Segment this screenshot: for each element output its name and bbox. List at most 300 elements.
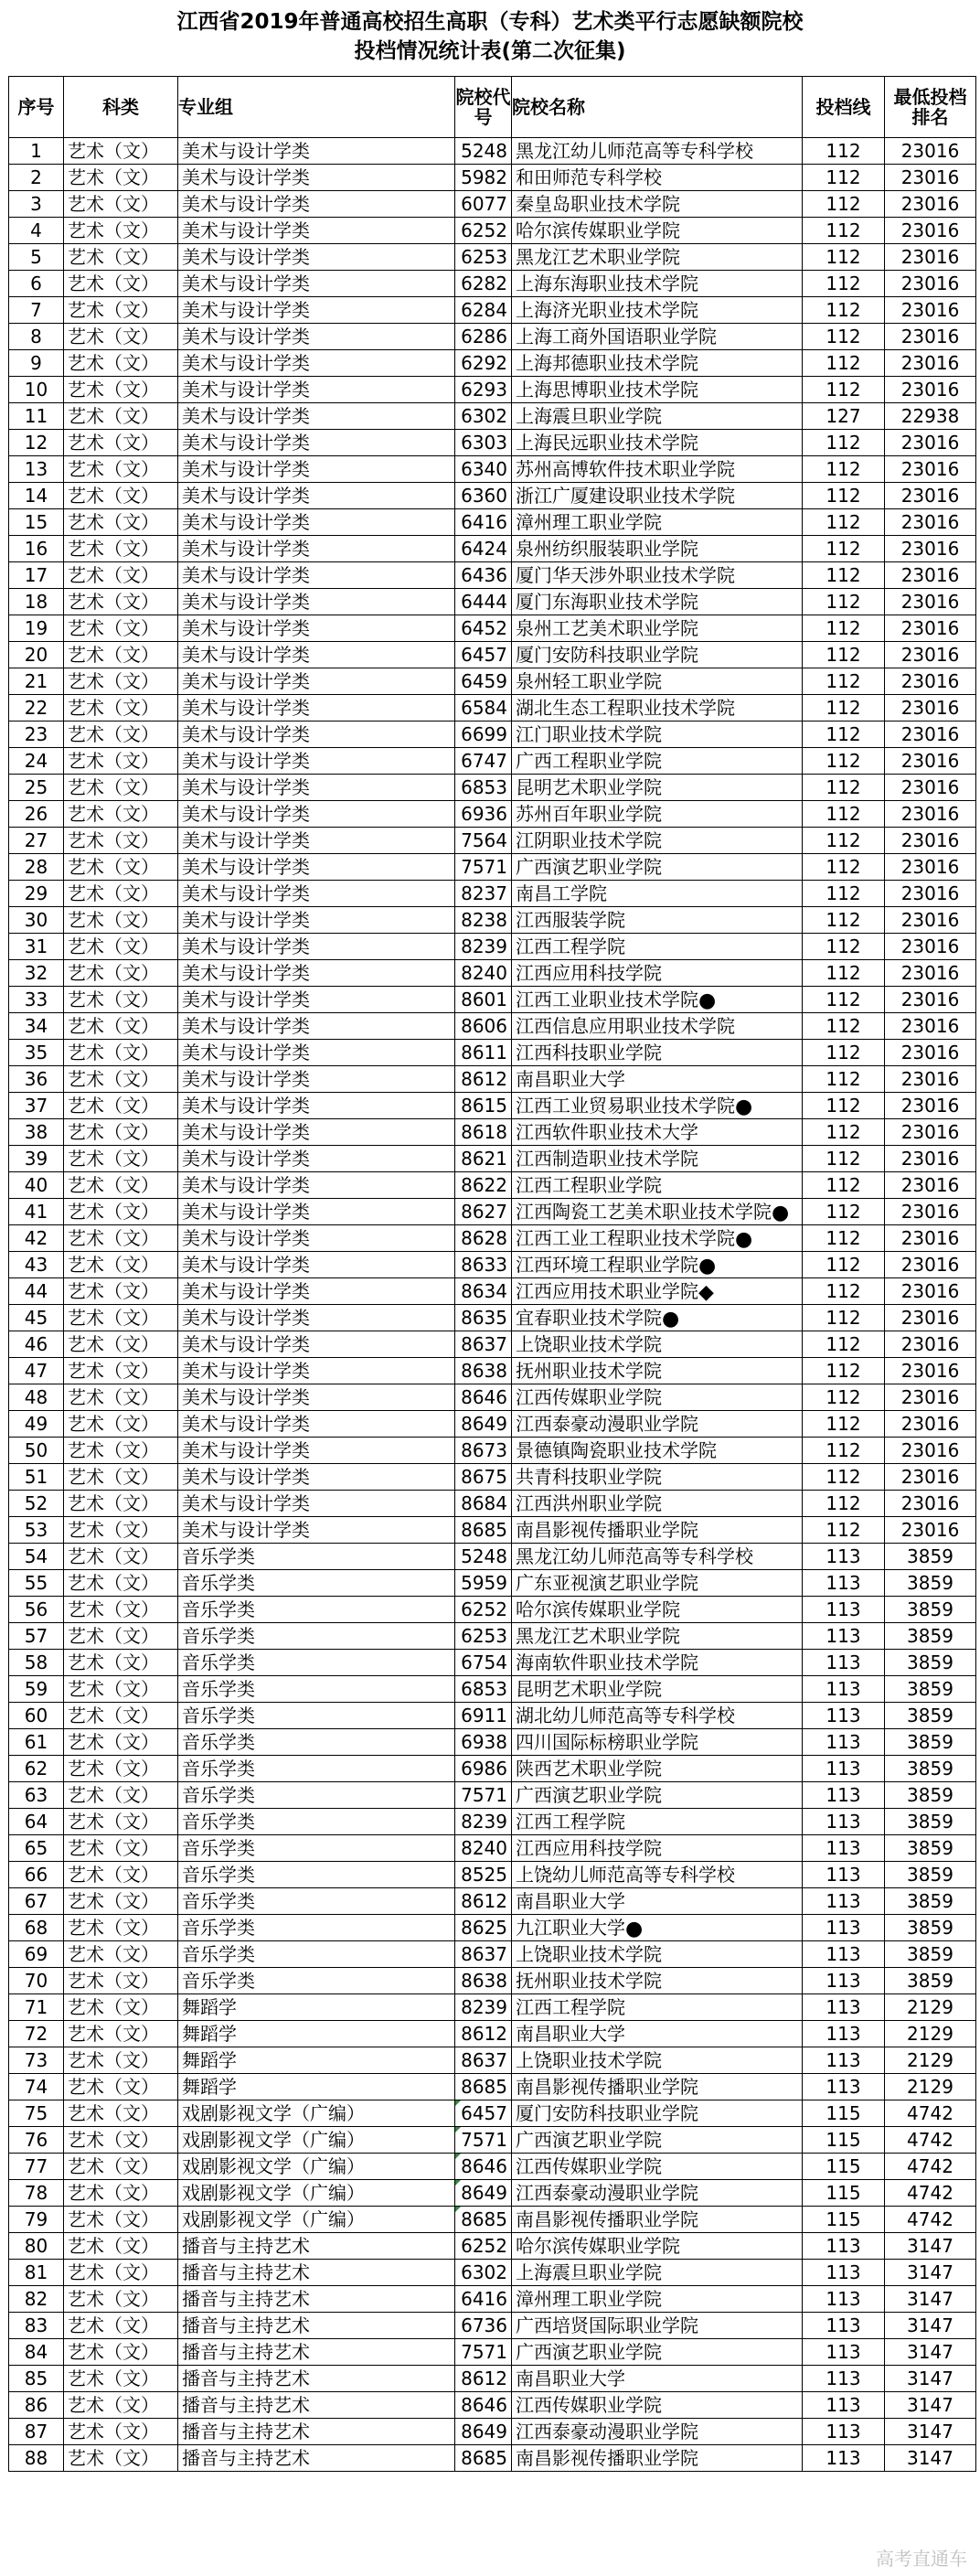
cell-min-rank: 23016 [885,987,976,1013]
cell-category: 艺术（文） [64,1199,178,1225]
school-name-text: 上饶职业技术学院 [516,1942,662,1965]
cell-cutoff: 115 [803,2127,885,2154]
school-name-text: 上海震旦职业学院 [516,404,662,427]
cell-school-code: 6416 [455,509,512,536]
cell-school-code: 6436 [455,562,512,589]
cell-cutoff: 113 [803,1756,885,1782]
cell-category: 艺术（文） [64,960,178,987]
cell-min-rank: 23016 [885,1411,976,1438]
cell-seq: 40 [9,1172,64,1199]
cell-min-rank: 3859 [885,1597,976,1623]
header-min-rank: 最低投档排名 [885,77,976,138]
school-name-text: 江西制造职业技术学院 [516,1147,698,1170]
cell-school-name [512,1835,803,1862]
cell-min-rank: 23016 [885,1225,976,1252]
cell-school-name [512,1888,803,1915]
cell-school-name [512,2180,803,2207]
cell-school-code: 7571 [455,2127,512,2154]
cell-seq: 32 [9,960,64,987]
cell-category: 艺术（文） [64,775,178,801]
cell-category: 艺术（文） [64,1809,178,1835]
cell-cutoff: 113 [803,1703,885,1729]
cell-major-group: 舞蹈学 [178,1994,455,2021]
school-name-text: 广西培贤国际职业学院 [516,2314,698,2336]
cell-school-name [512,589,803,615]
cell-seq: 67 [9,1888,64,1915]
cell-cutoff: 112 [803,1438,885,1464]
cell-category: 艺术（文） [64,987,178,1013]
table-row [9,615,976,642]
cell-category: 艺术（文） [64,350,178,377]
cell-school-name [512,536,803,562]
cell-school-code: 8646 [455,2392,512,2419]
school-name-text: 江西工程职业学院 [516,1173,662,1196]
cell-min-rank: 23016 [885,536,976,562]
table-row [9,2445,976,2472]
cell-seq: 12 [9,430,64,456]
dot-marker-icon: ● [698,989,717,1012]
school-name-text: 江西泰豪动漫职业学院 [516,2420,698,2442]
cell-min-rank: 22938 [885,403,976,430]
header-cutoff: 投档线 [803,77,885,138]
cell-category: 艺术（文） [64,2445,178,2472]
cell-seq: 33 [9,987,64,1013]
school-name-text: 厦门安防科技职业学院 [516,643,698,666]
cell-major-group: 播音与主持艺术 [178,2286,455,2313]
cell-major-group: 美术与设计学类 [178,1225,455,1252]
cell-category: 艺术（文） [64,1570,178,1597]
cell-seq: 31 [9,934,64,960]
cell-seq: 59 [9,1676,64,1703]
cell-major-group: 播音与主持艺术 [178,2419,455,2445]
cell-school-name [512,987,803,1013]
cell-major-group: 音乐学类 [178,1862,455,1888]
cell-school-code: 8622 [455,1172,512,1199]
dot-marker-icon: ● [735,1095,753,1118]
table-row [9,1517,976,1544]
cell-cutoff: 112 [803,1119,885,1146]
cell-seq: 25 [9,775,64,801]
cell-school-name [512,907,803,934]
cell-seq: 44 [9,1278,64,1305]
cell-school-code: 8238 [455,907,512,934]
cell-seq: 52 [9,1491,64,1517]
cell-category: 艺术（文） [64,536,178,562]
cell-category: 艺术（文） [64,1729,178,1756]
school-name-text: 江西传媒职业学院 [516,2393,662,2416]
cell-cutoff: 113 [803,2260,885,2286]
cell-category: 艺术（文） [64,748,178,775]
cell-school-code: 6936 [455,801,512,828]
cell-seq: 77 [9,2154,64,2180]
school-name-text: 广东亚视演艺职业学院 [516,1571,698,1594]
cell-major-group: 美术与设计学类 [178,271,455,297]
cell-seq: 42 [9,1225,64,1252]
cell-category: 艺术（文） [64,1941,178,1968]
cell-school-code: 8649 [455,2419,512,2445]
table-row [9,1066,976,1093]
table-row [9,1782,976,1809]
cell-school-code: 8612 [455,2021,512,2047]
cell-major-group: 美术与设计学类 [178,1358,455,1384]
cell-min-rank: 23016 [885,1358,976,1384]
table-row [9,2100,976,2127]
table-row [9,483,976,509]
cell-major-group: 音乐学类 [178,1888,455,1915]
cell-seq: 16 [9,536,64,562]
cell-min-rank: 23016 [885,775,976,801]
school-name-text: 漳州理工职业学院 [516,510,662,533]
header-major-group: 专业组 [178,77,455,138]
cell-category: 艺术（文） [64,2047,178,2074]
school-name-text: 南昌影视传播职业学院 [516,2075,698,2098]
cell-min-rank: 2129 [885,2047,976,2074]
cell-category: 艺术（文） [64,1650,178,1676]
cell-seq: 81 [9,2260,64,2286]
cell-min-rank: 2129 [885,2021,976,2047]
cell-seq: 24 [9,748,64,775]
cell-major-group: 音乐学类 [178,1597,455,1623]
table-row [9,1252,976,1278]
cell-cutoff: 112 [803,1040,885,1066]
cell-min-rank: 3147 [885,2313,976,2339]
school-name-text: 上海思博职业技术学院 [516,378,698,401]
cell-school-code: 8633 [455,1252,512,1278]
cell-cutoff: 112 [803,668,885,695]
cell-min-rank: 3859 [885,1676,976,1703]
cell-seq: 23 [9,721,64,748]
cell-school-code: 6253 [455,1623,512,1650]
cell-seq: 55 [9,1570,64,1597]
cell-category: 艺术（文） [64,1225,178,1252]
school-name-text: 江西传媒职业学院 [516,1385,662,1408]
cell-seq: 41 [9,1199,64,1225]
cell-major-group: 美术与设计学类 [178,668,455,695]
cell-major-group: 美术与设计学类 [178,1199,455,1225]
cell-cutoff: 112 [803,1225,885,1252]
school-name-text: 江西泰豪动漫职业学院 [516,1412,698,1435]
cell-major-group: 美术与设计学类 [178,960,455,987]
cell-major-group: 美术与设计学类 [178,1172,455,1199]
school-name-text: 浙江广厦建设职业技术学院 [516,484,735,507]
cell-cutoff: 115 [803,2100,885,2127]
cell-category: 艺术（文） [64,218,178,244]
school-name-text: 南昌职业大学 [516,2022,625,2045]
school-name-text: 昆明艺术职业学院 [516,1677,662,1700]
cell-major-group: 播音与主持艺术 [178,2366,455,2392]
table-row [9,430,976,456]
cell-school-name [512,748,803,775]
cell-major-group: 美术与设计学类 [178,509,455,536]
cell-min-rank: 4742 [885,2127,976,2154]
cell-cutoff: 112 [803,960,885,987]
school-name-text: 哈尔滨传媒职业学院 [516,1598,680,1620]
cell-min-rank: 23016 [885,615,976,642]
cell-min-rank: 23016 [885,324,976,350]
cell-school-code: 6077 [455,191,512,218]
school-name-text: 广西演艺职业学院 [516,2340,662,2363]
cell-seq: 61 [9,1729,64,1756]
cell-category: 艺术（文） [64,324,178,350]
cell-cutoff: 112 [803,748,885,775]
cell-major-group: 播音与主持艺术 [178,2445,455,2472]
cell-min-rank: 3147 [885,2366,976,2392]
table-row [9,2366,976,2392]
cell-major-group: 舞蹈学 [178,2021,455,2047]
school-name-text: 江西工程学院 [516,1810,625,1833]
table-row [9,165,976,191]
cell-school-name [512,2021,803,2047]
school-name-text: 江西工程学院 [516,1995,625,2018]
school-name-text: 江西科技职业学院 [516,1041,662,1064]
cell-seq: 22 [9,695,64,721]
cell-cutoff: 112 [803,1013,885,1040]
cell-seq: 15 [9,509,64,536]
cell-seq: 21 [9,668,64,695]
cell-major-group: 音乐学类 [178,1729,455,1756]
table-row [9,403,976,430]
cell-school-name [512,2100,803,2127]
cell-school-code: 8628 [455,1225,512,1252]
school-name-text: 共青科技职业学院 [516,1465,662,1488]
table-row [9,695,976,721]
cell-category: 艺术（文） [64,165,178,191]
cell-category: 艺术（文） [64,589,178,615]
cell-cutoff: 112 [803,1172,885,1199]
school-name-text: 南昌工学院 [516,882,607,904]
cell-school-code: 6938 [455,1729,512,1756]
table-row [9,2127,976,2154]
cell-school-code: 6293 [455,377,512,403]
cell-min-rank: 23016 [885,668,976,695]
cell-min-rank: 23016 [885,589,976,615]
cell-seq: 27 [9,828,64,854]
cell-cutoff: 112 [803,1305,885,1331]
table-row [9,562,976,589]
page-subtitle: 投档情况统计表(第二次征集) [354,39,626,63]
cell-school-code: 8240 [455,1835,512,1862]
table-row [9,1915,976,1941]
school-name-text: 泉州工艺美术职业学院 [516,616,698,639]
school-name-text: 江西工业贸易职业技术学院 [516,1094,735,1117]
cell-school-name [512,801,803,828]
cell-category: 艺术（文） [64,1994,178,2021]
cell-school-code: 8625 [455,1915,512,1941]
cell-cutoff: 115 [803,2180,885,2207]
cell-school-name [512,881,803,907]
school-name-text: 南昌职业大学 [516,1889,625,1912]
cell-school-code: 6457 [455,642,512,668]
table-row [9,775,976,801]
school-name-text: 上饶职业技术学院 [516,2048,662,2071]
table-row [9,2180,976,2207]
cell-major-group: 美术与设计学类 [178,642,455,668]
table-row [9,907,976,934]
cell-category: 艺术（文） [64,1331,178,1358]
cell-major-group: 美术与设计学类 [178,907,455,934]
cell-major-group: 音乐学类 [178,1676,455,1703]
cell-category: 艺术（文） [64,1384,178,1411]
cell-cutoff: 112 [803,1411,885,1438]
cell-school-code: 6853 [455,1676,512,1703]
cell-major-group: 音乐学类 [178,1835,455,1862]
school-name-text: 江西服装学院 [516,908,625,931]
header-category: 科类 [64,77,178,138]
cell-major-group: 美术与设计学类 [178,1040,455,1066]
cell-cutoff: 113 [803,1809,885,1835]
table-row [9,218,976,244]
cell-min-rank: 3859 [885,1650,976,1676]
cell-category: 艺术（文） [64,1013,178,1040]
cell-school-name [512,1040,803,1066]
cell-school-name [512,1464,803,1491]
cell-school-code: 6252 [455,218,512,244]
cell-category: 艺术（文） [64,271,178,297]
cell-major-group: 美术与设计学类 [178,695,455,721]
cell-seq: 48 [9,1384,64,1411]
cell-category: 艺术（文） [64,509,178,536]
cell-school-name [512,2074,803,2100]
school-name-text: 广西演艺职业学院 [516,2128,662,2151]
cell-cutoff: 113 [803,1915,885,1941]
cell-cutoff: 127 [803,403,885,430]
cell-category: 艺术（文） [64,1464,178,1491]
school-name-text: 江西洪州职业学院 [516,1491,662,1514]
cell-school-name [512,1968,803,1994]
cell-school-code: 6360 [455,483,512,509]
cell-major-group: 美术与设计学类 [178,854,455,881]
cell-cutoff: 113 [803,1650,885,1676]
cell-category: 艺术（文） [64,1888,178,1915]
cell-min-rank: 23016 [885,509,976,536]
cell-major-group: 音乐学类 [178,1782,455,1809]
cell-school-name [512,1782,803,1809]
cell-school-name [512,1862,803,1888]
cell-school-code: 8649 [455,1411,512,1438]
cell-school-name [512,2286,803,2313]
table-row [9,1358,976,1384]
cell-school-name [512,2047,803,2074]
cell-category: 艺术（文） [64,562,178,589]
cell-cutoff: 113 [803,2419,885,2445]
cell-seq: 74 [9,2074,64,2100]
cell-major-group: 美术与设计学类 [178,1093,455,1119]
school-name-text: 黑龙江艺术职业学院 [516,245,680,268]
cell-category: 艺术（文） [64,1862,178,1888]
cell-major-group: 音乐学类 [178,1570,455,1597]
cell-min-rank: 3859 [885,1756,976,1782]
cell-seq: 45 [9,1305,64,1331]
cell-category: 艺术（文） [64,1305,178,1331]
cell-min-rank: 3147 [885,2339,976,2366]
cell-major-group: 播音与主持艺术 [178,2313,455,2339]
cell-category: 艺术（文） [64,403,178,430]
cell-min-rank: 23016 [885,1040,976,1066]
cell-school-name [512,1703,803,1729]
cell-min-rank: 23016 [885,191,976,218]
school-name-text: 上海济光职业技术学院 [516,298,698,321]
cell-category: 艺术（文） [64,1544,178,1570]
cell-school-name [512,721,803,748]
table-row [9,2154,976,2180]
cell-category: 艺术（文） [64,1093,178,1119]
table-row [9,721,976,748]
cell-school-code: 6252 [455,2233,512,2260]
cell-seq: 78 [9,2180,64,2207]
table-row [9,1994,976,2021]
admission-table [8,76,976,2472]
cell-school-code: 7564 [455,828,512,854]
cell-school-code: 8627 [455,1199,512,1225]
cell-min-rank: 3859 [885,1623,976,1650]
cell-category: 艺术（文） [64,138,178,165]
cell-school-name [512,1066,803,1093]
cell-school-code: 8239 [455,1994,512,2021]
cell-school-name [512,2392,803,2419]
cell-category: 艺术（文） [64,854,178,881]
cell-major-group: 音乐学类 [178,1703,455,1729]
cell-seq: 5 [9,244,64,271]
table-row [9,1225,976,1252]
table-row [9,2047,976,2074]
cell-school-name [512,165,803,191]
cell-category: 艺术（文） [64,1358,178,1384]
cell-category: 艺术（文） [64,1411,178,1438]
cell-category: 艺术（文） [64,430,178,456]
cell-school-code: 8685 [455,2445,512,2472]
cell-school-name [512,1941,803,1968]
cell-school-code: 6282 [455,271,512,297]
cell-cutoff: 112 [803,589,885,615]
dot-marker-icon: ● [662,1307,680,1331]
cell-school-code: 6444 [455,589,512,615]
cell-school-code: 8685 [455,1517,512,1544]
cell-seq: 49 [9,1411,64,1438]
cell-seq: 82 [9,2286,64,2313]
school-name-text: 江西信息应用职业技术学院 [516,1014,735,1037]
cell-major-group: 美术与设计学类 [178,324,455,350]
cell-school-code: 7571 [455,1782,512,1809]
school-name-text: 抚州职业技术学院 [516,1359,662,1382]
cell-seq: 68 [9,1915,64,1941]
cell-min-rank: 23016 [885,1199,976,1225]
cell-category: 艺术（文） [64,191,178,218]
cell-cutoff: 112 [803,138,885,165]
cell-school-name [512,2154,803,2180]
cell-school-code: 8615 [455,1093,512,1119]
cell-major-group: 音乐学类 [178,1650,455,1676]
cell-major-group: 戏剧影视文学（广编） [178,2207,455,2233]
school-name-text: 湖北生态工程职业技术学院 [516,696,735,719]
cell-major-group: 舞蹈学 [178,2074,455,2100]
cell-school-code: 8634 [455,1278,512,1305]
cell-school-name [512,2366,803,2392]
cell-cutoff: 112 [803,456,885,483]
cell-major-group: 美术与设计学类 [178,801,455,828]
cell-school-name [512,1438,803,1464]
cell-cutoff: 112 [803,244,885,271]
cell-min-rank: 23016 [885,1066,976,1093]
cell-min-rank: 4742 [885,2100,976,2127]
table-row [9,987,976,1013]
cell-cutoff: 112 [803,350,885,377]
cell-cutoff: 113 [803,1676,885,1703]
cell-school-code: 8635 [455,1305,512,1331]
school-name-text: 江西泰豪动漫职业学院 [516,2181,698,2204]
cell-major-group: 美术与设计学类 [178,1252,455,1278]
cell-school-name [512,1597,803,1623]
school-name-text: 黑龙江艺术职业学院 [516,1624,680,1647]
